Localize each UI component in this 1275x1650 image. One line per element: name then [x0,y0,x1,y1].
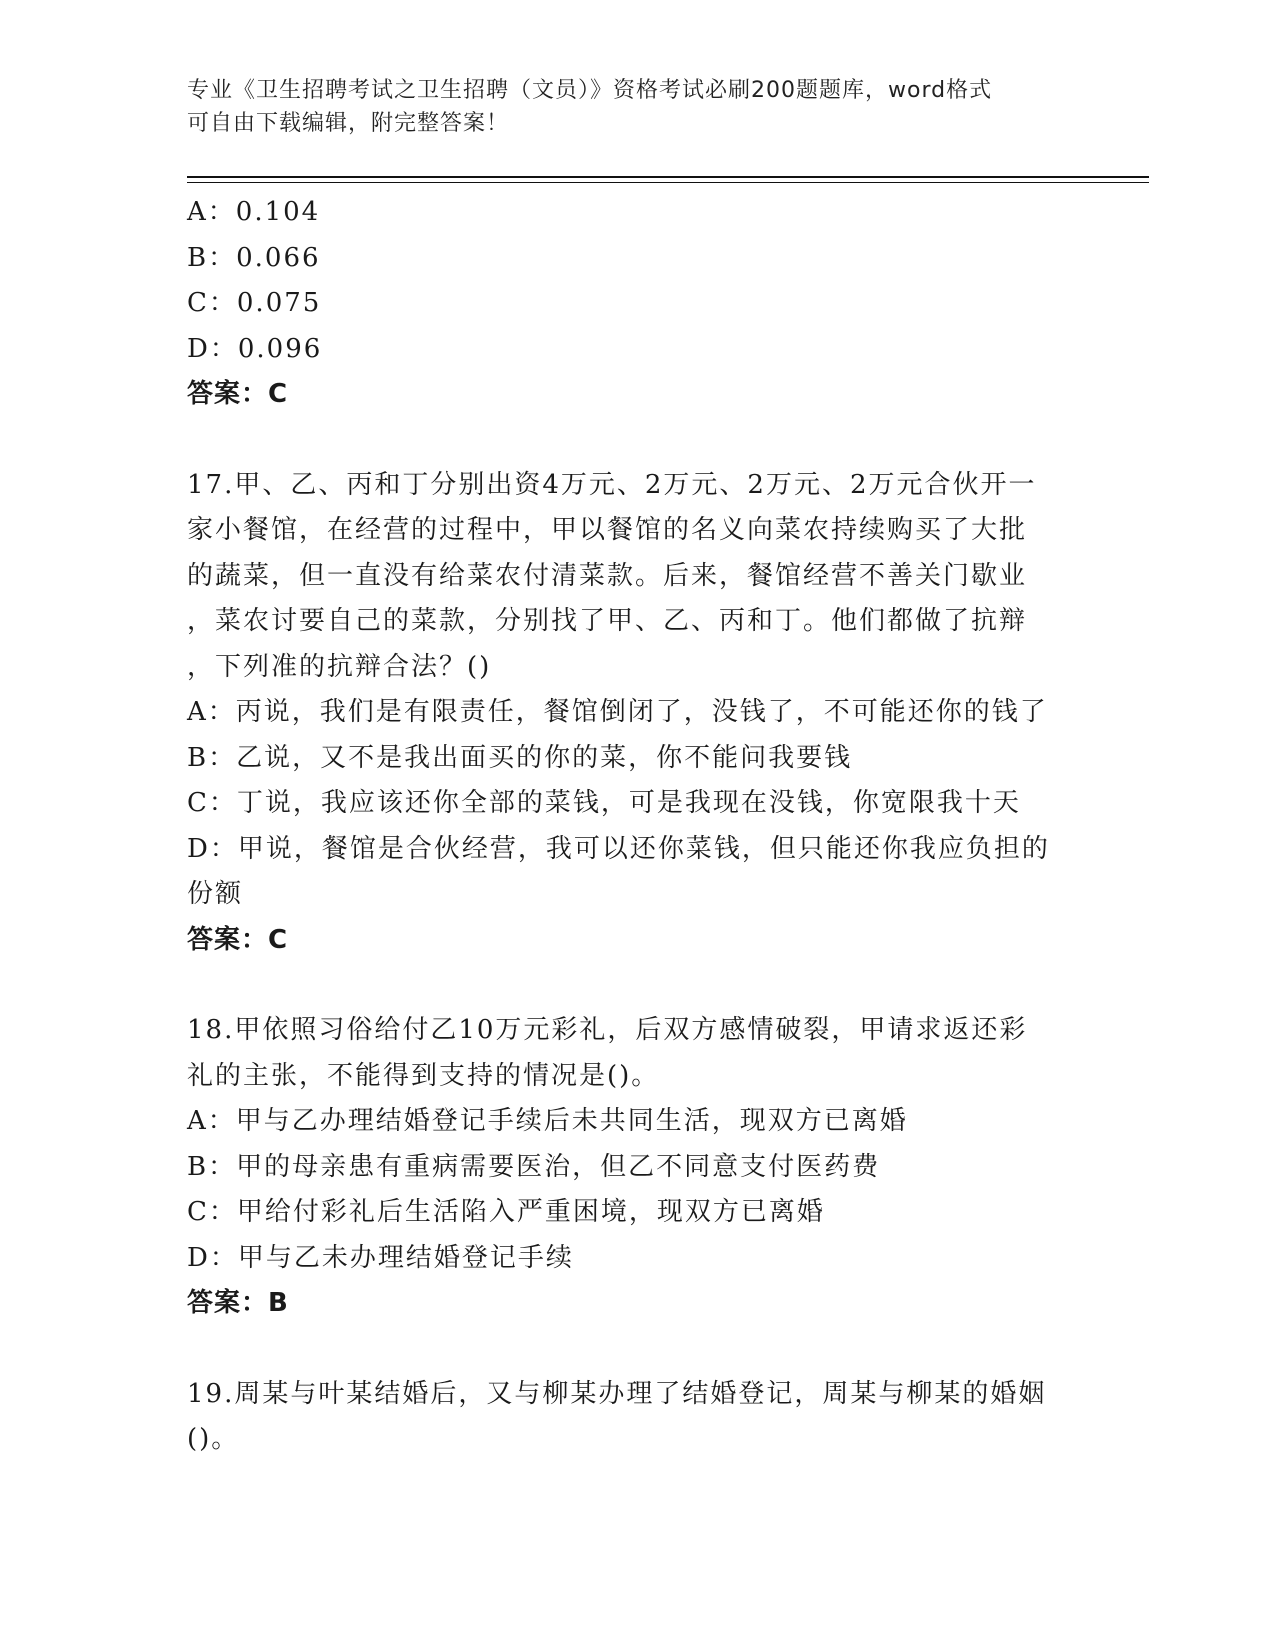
prev-question [187,190,1087,418]
question-stem-line: 17.甲、乙、丙和丁分别出资4万元、2万元、2万元、2万元合伙开一 [187,469,1037,500]
question-stem-line: ()。 [187,1424,240,1454]
question-19 [187,1372,1087,1463]
document-header [187,74,1087,140]
question-stem-line: 家小餐馆，在经营的过程中，甲以餐馆的名义向菜农持续购买了大批 [187,515,1028,545]
option-b: B：甲的母亲患有重病需要医治，但乙不同意支付医药费 [187,1151,881,1182]
option-c: C：0.075 [187,288,322,318]
question-stem-line: ，下列准的抗辩合法？() [187,651,492,682]
spacer [187,418,1087,463]
option-a: A：甲与乙办理结婚登记手续后未共同生活，现双方已离婚 [187,1106,908,1136]
answer-line: 答案：C [187,924,289,955]
option-d: D：甲与乙未办理结婚登记手续 [187,1242,574,1273]
answer-line: 答案：C [187,379,289,409]
option-a: A：丙说，我们是有限责任，餐馆倒闭了，没钱了，不可能还你的钱了 [187,697,1048,727]
question-stem-line: ，菜农讨要自己的菜款，分别找了甲、乙、丙和丁。他们都做了抗辩 [187,606,1028,636]
question-18 [187,1008,1087,1327]
question-17 [187,463,1087,964]
spacer [187,1327,1087,1372]
answer-line: 答案：B [187,1288,289,1318]
option-a: A：0.104 [187,197,321,227]
option-d: D：甲说，餐馆是合伙经营，我可以还你菜钱，但只能还你我应负担的 [187,833,1050,864]
option-d-continuation: 份额 [187,879,244,909]
header-line-1: 专业《卫生招聘考试之卫生招聘（文员）》资格考试必刷200题题库，word格式 [187,78,993,103]
question-stem-line: 的蔬菜，但一直没有给菜农付清菜款。后来，餐馆经营不善关门歇业 [187,560,1028,591]
header-rule-thick [187,176,1149,178]
option-c: C：丁说，我应该还你全部的菜钱，可是我现在没钱，你宽限我十天 [187,788,1021,818]
header-rule-thin [187,182,1149,183]
option-c: C：甲给付彩礼后生活陷入严重困境，现双方已离婚 [187,1197,825,1227]
header-line-2: 可自由下载编辑，附完整答案！ [187,111,510,136]
question-stem-line: 18.甲依照习俗给付乙10万元彩礼，后双方感情破裂，甲请求返还彩 [187,1015,1028,1045]
question-stem-line: 19.周某与叶某结婚后，又与柳某办理了结婚登记，周某与柳某的婚姻 [187,1378,1047,1409]
spacer [187,963,1087,1008]
question-stem-line: 礼的主张，不能得到支持的情况是()。 [187,1060,660,1091]
option-b: B：0.066 [187,242,321,273]
option-d: D：0.096 [187,333,323,364]
option-b: B：乙说，又不是我出面买的你的菜，你不能问我要钱 [187,742,853,773]
question-content [187,190,1087,1463]
